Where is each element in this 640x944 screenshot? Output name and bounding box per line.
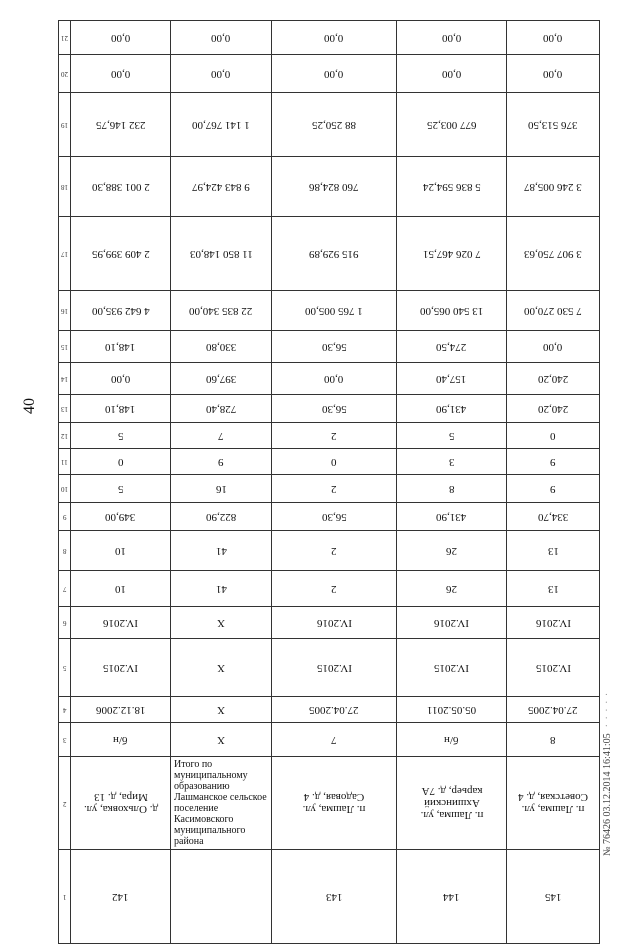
table-row [59,21,600,55]
table-cell [507,449,600,475]
table-cell [71,449,171,475]
column-number-label: 5 [62,664,67,672]
cell-value: 7 026 467,51 [422,247,481,260]
cell-value: 0 [550,429,556,442]
table-cell [171,475,272,503]
table-cell [71,697,171,723]
cell-value: 0,00 [211,31,231,44]
cell-value: Итого по муниципальному образованию Лашманское сельское поселение Касимовского муниципального района [174,759,267,847]
column-number [59,850,71,944]
column-number-label: 12 [61,432,68,440]
cell-value: 0 [331,455,337,468]
table-cell [507,475,600,503]
cell-value: 376 513,50 [528,118,578,131]
cell-value: 0,00 [543,67,563,80]
cell-value: 56,30 [321,340,347,353]
cell-value: 3 246 005,87 [524,180,582,193]
column-number-label: 21 [61,34,68,42]
table-cell [171,363,272,395]
table-cell [397,291,507,331]
table-row [59,571,600,607]
cell-value: IV.2016 [434,616,469,629]
column-number [59,571,71,607]
table-cell [171,697,272,723]
table-row [59,503,600,531]
table-cell [171,217,272,291]
table-cell [171,607,272,639]
table-cell [397,607,507,639]
cell-value: 9 843 424,97 [192,180,250,193]
cell-value: 13 540 065,00 [419,304,484,317]
cell-value: X [217,703,225,716]
cell-value: 10 [115,582,126,595]
table-cell [507,395,600,423]
stamp-signature-mark: · · · · · [602,691,613,728]
column-number-label: 14 [61,375,68,383]
column-number [59,639,71,697]
column-number [59,21,71,55]
table-row [59,850,600,944]
cell-value: 05.05.2011 [426,703,477,716]
page-number: 40 [21,398,38,414]
cell-value: 0,00 [211,67,231,80]
cell-value: п. Лашма, ул. Ахшинский карьер, д. 7А [420,785,483,821]
cell-value: 915 929,89 [309,247,359,260]
cell-value: 13 [547,582,559,595]
cell-value: 397,60 [205,372,237,385]
table-cell [397,55,507,93]
table-cell [397,217,507,291]
table-cell [272,449,397,475]
cell-value: 13 [547,544,559,557]
table-cell [507,850,600,944]
table-cell [272,395,397,423]
cell-value: 274,50 [436,340,467,353]
table-cell [171,423,272,449]
cell-value: 431,90 [436,510,467,523]
table-row [59,395,600,423]
table-cell [272,697,397,723]
table-cell [507,531,600,571]
cell-value: 0,00 [324,67,344,80]
table-cell [71,571,171,607]
table-cell [507,607,600,639]
cell-value: IV.2015 [535,661,571,674]
cell-value: 2 [331,429,337,442]
table-cell [507,423,600,449]
cell-value: 1 765 005,00 [305,304,363,317]
cell-value: 4 642 935,00 [91,304,150,317]
table-cell [507,503,600,531]
table-cell [71,55,171,93]
table-cell [272,363,397,395]
cell-value: 143 [325,890,343,903]
table-cell [272,475,397,503]
table-row [59,723,600,757]
column-number [59,449,71,475]
cell-value: IV.2015 [103,661,138,674]
table-cell [272,93,397,157]
column-number [59,55,71,93]
table-cell [171,21,272,55]
table-cell [71,331,171,363]
cell-value: 148,10 [105,402,136,415]
table-cell [171,531,272,571]
table-cell [272,531,397,571]
table-cell [71,423,171,449]
table-cell [397,531,507,571]
cell-value: 26 [446,582,457,595]
table-cell [397,697,507,723]
table-cell [397,423,507,449]
table-cell [507,757,600,850]
table-row [59,449,600,475]
column-number [59,531,71,571]
table-cell [171,571,272,607]
cell-value: 2 001 388,30 [91,180,150,193]
table-cell [171,850,272,944]
cell-value: 157,40 [436,372,467,385]
cell-value: 26 [446,544,457,557]
table-row [59,217,600,291]
table-cell [71,850,171,944]
table-cell [507,363,600,395]
table-cell [397,449,507,475]
table-row [59,363,600,395]
table-row [59,531,600,571]
table-cell [71,21,171,55]
column-number [59,93,71,157]
table-cell [71,531,171,571]
column-number [59,291,71,331]
table-cell [397,757,507,850]
column-number [59,423,71,449]
table-row [59,639,600,697]
table-cell [171,291,272,331]
column-number [59,157,71,217]
table-cell [272,331,397,363]
table-cell [171,757,272,850]
column-number-label: 19 [61,121,68,129]
column-number-label: 20 [61,70,68,78]
table-cell [171,55,272,93]
table-cell [171,395,272,423]
cell-value: 88 250,25 [312,118,356,131]
column-number [59,757,71,850]
table-row [59,331,600,363]
cell-value: 8 [550,733,556,746]
column-number-label: 1 [62,893,67,901]
table-row [59,757,600,850]
table-cell [507,571,600,607]
cell-value: 232 146,75 [95,118,146,131]
table-cell [71,217,171,291]
table-cell [397,571,507,607]
table-cell [171,503,272,531]
table-cell [507,55,600,93]
cell-value: 56,30 [321,510,347,523]
cell-value: 0,00 [110,372,131,385]
table-row [59,93,600,157]
table-cell [171,449,272,475]
table-cell [397,331,507,363]
column-number [59,723,71,757]
table-row [59,55,600,93]
table-cell [272,607,397,639]
cell-value: 41 [215,544,227,557]
cell-value: 9 [218,455,224,468]
table-cell [71,757,171,850]
registration-stamp [602,691,613,856]
cell-value: 8 [448,482,455,495]
cell-value: 7 [218,429,224,442]
table-cell [397,21,507,55]
cell-value: IV.2015 [434,661,469,674]
cell-value: 349,00 [105,510,136,523]
cell-value: IV.2015 [316,661,352,674]
table-cell [171,639,272,697]
column-number-label: 7 [62,585,67,593]
cell-value: 56,30 [321,402,347,415]
cell-value: 2 [331,482,337,495]
cell-value: 144 [443,890,460,903]
cell-value: п. Лашма, ул. Садовая, д. 4 [302,791,366,815]
table-cell [272,503,397,531]
cell-value: X [217,733,225,746]
column-number-label: 17 [61,250,68,258]
column-number-label: 10 [61,485,68,493]
table-cell [272,723,397,757]
table-row [59,697,600,723]
cell-value: 5 836 594,24 [422,180,481,193]
table-row [59,423,600,449]
table-cell [397,639,507,697]
cell-value: 7 [331,733,337,746]
cell-value: 11 850 148,03 [189,247,253,260]
column-number [59,475,71,503]
cell-value: 2 [331,544,337,557]
column-number [59,697,71,723]
cell-value: 5 [448,429,455,442]
cell-value: X [217,616,225,629]
column-number [59,607,71,639]
table-cell [272,571,397,607]
cell-value: 2 409 399,95 [91,247,150,260]
table-cell [71,503,171,531]
table-cell [507,291,600,331]
table-cell [272,639,397,697]
table-cell [71,639,171,697]
table-cell [397,93,507,157]
cell-value: 5 [117,429,124,442]
cell-value: 0,00 [110,67,131,80]
table-cell [397,475,507,503]
cell-value: 0,00 [441,31,462,44]
cell-value: 0,00 [324,372,344,385]
table-cell [272,850,397,944]
table-cell [71,395,171,423]
cell-value: 1 141 767,00 [192,118,250,131]
table-cell [71,475,171,503]
column-number-label: 11 [61,458,68,466]
cell-value: X [217,661,225,674]
column-number-label: 3 [62,736,67,744]
table-cell [71,157,171,217]
table-row [59,291,600,331]
cell-value: 0,00 [110,31,131,44]
cell-value: 330,80 [205,340,237,353]
cell-value: 142 [112,890,129,903]
table-cell [507,217,600,291]
column-number-label: 6 [62,619,67,627]
cell-value: 145 [544,890,562,903]
cell-value: 27.04.2005 [528,703,578,716]
cell-value: IV.2016 [103,616,138,629]
cell-value: 18.12.2006 [95,703,146,716]
column-number-label: 18 [61,183,68,191]
stamp-text: № 76426 03.12.2014 16:41:05 [602,733,613,856]
table-cell [272,55,397,93]
cell-value: 0,00 [324,31,344,44]
cell-value: 240,20 [537,402,569,415]
cell-value: 148,10 [105,340,136,353]
table-cell [272,757,397,850]
housing-program-table [58,20,600,944]
table-cell [507,331,600,363]
cell-value: 16 [215,482,227,495]
cell-value: д. Ольховка, ул. Мира, д. 13 [83,791,158,815]
cell-value: 27.04.2005 [309,703,359,716]
table-row [59,607,600,639]
table-cell [397,363,507,395]
table-cell [397,850,507,944]
table-cell [507,93,600,157]
column-number [59,363,71,395]
column-number-label: 9 [62,513,67,521]
table-cell [71,291,171,331]
table-cell [71,93,171,157]
table-cell [71,723,171,757]
table-cell [507,723,600,757]
table-cell [272,217,397,291]
column-number-label: 16 [61,307,68,315]
cell-value: IV.2016 [535,616,571,629]
cell-value: 822,90 [205,510,237,523]
table-cell [507,697,600,723]
column-number-label: 8 [62,547,67,555]
cell-value: 240,20 [537,372,569,385]
cell-value: 334,70 [537,510,569,523]
column-number [59,331,71,363]
table-cell [272,423,397,449]
cell-value: 3 [448,455,455,468]
table-cell [397,503,507,531]
table-cell [171,93,272,157]
table-cell [171,331,272,363]
cell-value: 3 907 750,63 [524,247,582,260]
table-cell [171,157,272,217]
cell-value: 0,00 [441,67,462,80]
table-cell [397,723,507,757]
cell-value: 0,00 [543,340,563,353]
cell-value: 9 [550,455,556,468]
cell-value: п. Лашма, ул. Советская, д. 4 [518,791,588,815]
column-number-label: 15 [61,343,68,351]
cell-value: 0 [117,455,124,468]
table-cell [71,607,171,639]
cell-value: 9 [550,482,556,495]
cell-value: 22 835 340,00 [189,304,253,317]
column-number-label: 2 [62,799,67,808]
column-number-label: 4 [62,706,67,714]
table-row [59,157,600,217]
table-cell [272,21,397,55]
cell-value: б/н [444,733,459,746]
column-number [59,395,71,423]
cell-value: IV.2016 [316,616,352,629]
cell-value: 10 [115,544,126,557]
cell-value: б/н [113,733,128,746]
cell-value: 431,90 [436,402,467,415]
table-cell [507,157,600,217]
table-cell [272,291,397,331]
cell-value: 7 530 270,00 [524,304,582,317]
cell-value: 5 [117,482,124,495]
cell-value: 0,00 [543,31,563,44]
table-cell [71,363,171,395]
table-cell [507,21,600,55]
cell-value: 760 824,86 [309,180,359,193]
cell-value: 728,40 [205,402,237,415]
table-cell [171,723,272,757]
column-number [59,217,71,291]
column-number-label: 13 [61,405,68,413]
cell-value: 2 [331,582,337,595]
table-cell [272,157,397,217]
cell-value: 41 [215,582,227,595]
cell-value: 677 003,25 [426,118,477,131]
table-cell [507,639,600,697]
table-row [59,475,600,503]
column-number [59,503,71,531]
table-cell [397,157,507,217]
table-cell [397,395,507,423]
